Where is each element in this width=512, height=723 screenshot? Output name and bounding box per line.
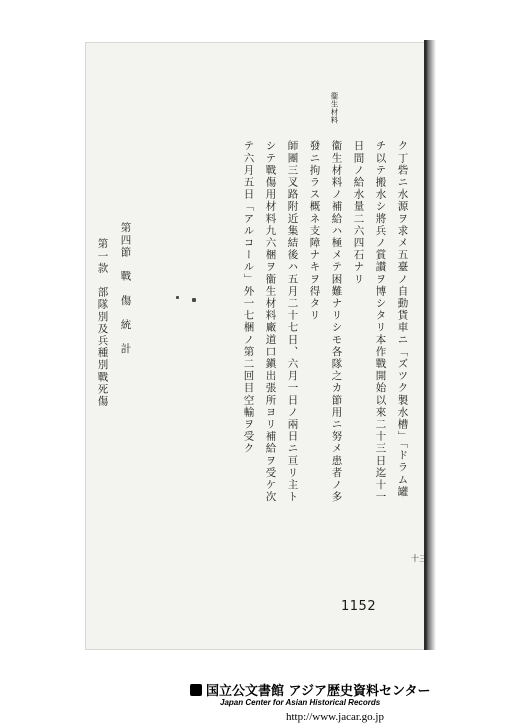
jacar-logo-icon bbox=[190, 684, 202, 696]
archive-footer bbox=[190, 680, 510, 723]
archive-name-en: Japan Center for Asian Historical Records bbox=[220, 698, 381, 707]
text-line-2: チ以テ搬水シ將兵ノ賞讃ヲ博シタリ本作戰開始以來二十三日迄十一 bbox=[374, 140, 387, 503]
page-number: 1152 bbox=[341, 599, 377, 614]
text-line-6: 師團三叉路附近集結後ハ五月二十七日、六月一日ノ兩日ニ亘リ主ト bbox=[286, 140, 299, 503]
text-line-1: ク丁砦ニ水源ヲ求メ五臺ノ自動貨車ニ「ズツク製水槽」「ドラム罐 bbox=[396, 140, 409, 498]
archive-name: 国立公文書館 アジア歴史資料センター bbox=[206, 684, 431, 699]
text-line-8: テ六月五日「アルコール」外一七梱ノ第二回目空輸ヲ受ク bbox=[242, 140, 255, 455]
corner-mark: 十三 bbox=[411, 554, 428, 563]
text-line-4: 衞生材料ノ補給ハ極メテ困難ナリシモ各隊之カ節用ニ努メ患者ノ多 bbox=[330, 140, 343, 503]
text-line-5: 發ニ拘ラス概ネ支障ナキヲ得タリ bbox=[308, 140, 321, 322]
ink-speck bbox=[176, 296, 179, 299]
archive-brand bbox=[190, 680, 510, 699]
section-heading: 第四節 戰 傷 統 計 bbox=[119, 222, 132, 356]
ink-speck bbox=[192, 298, 196, 302]
subsection-heading: 第一款 部隊別及兵種別戰死傷 bbox=[96, 238, 109, 408]
text-line-3: 日間ノ給水量二六四石ナリ bbox=[352, 140, 365, 286]
document-page bbox=[85, 42, 425, 650]
archive-url[interactable]: http://www.jacar.go.jp bbox=[286, 711, 384, 723]
margin-note: 衞生材料 bbox=[330, 92, 339, 124]
text-line-7: シテ戰傷用材料九六梱ヲ衞生材料廠道口鎭出張所ヨリ補給ヲ受ケ次 bbox=[264, 140, 277, 503]
